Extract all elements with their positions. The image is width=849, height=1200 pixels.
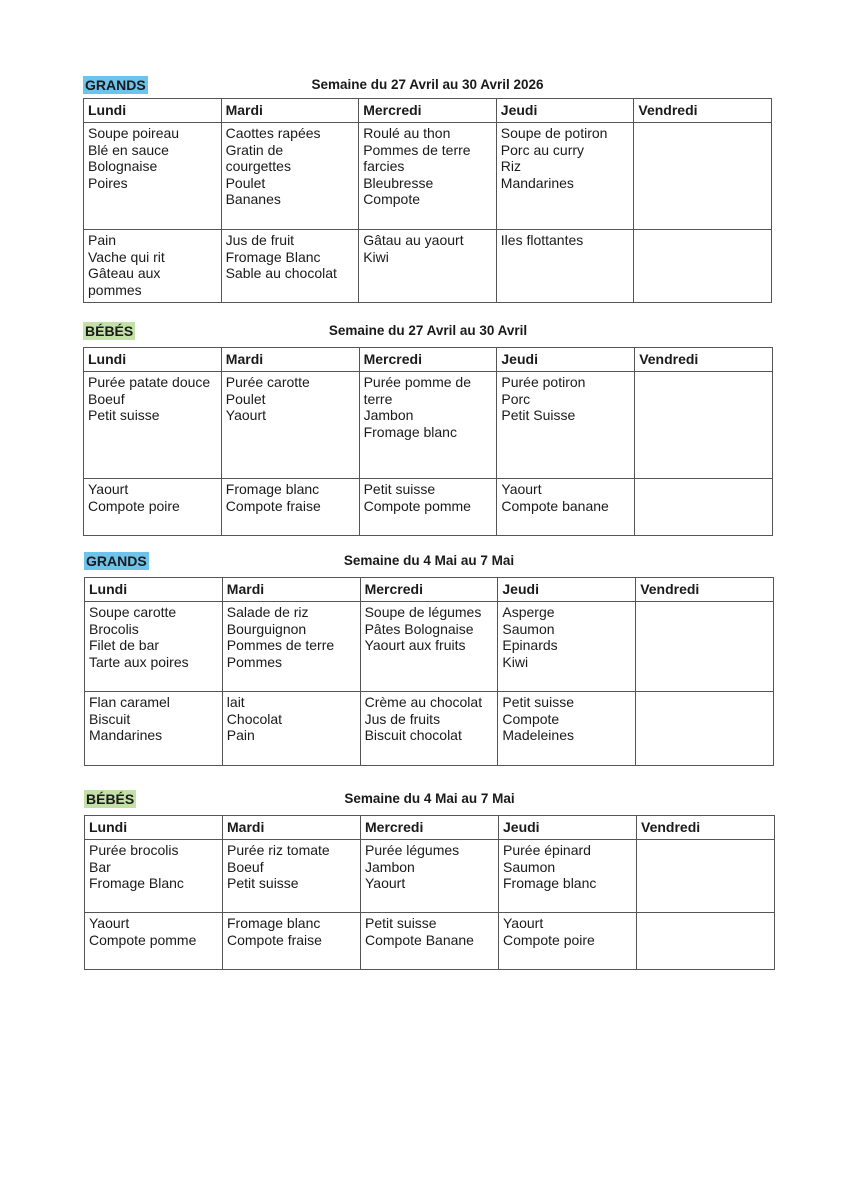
menu-item: Bleubresse xyxy=(363,174,434,191)
menu-item: Bolognaise xyxy=(88,158,158,174)
menu-item: farcies xyxy=(363,158,405,174)
menu-cell xyxy=(497,372,635,479)
menu-item: Kiwi xyxy=(502,653,529,670)
menu-section-4 xyxy=(84,790,775,970)
day-header: Mercredi xyxy=(360,578,498,602)
day-header: Jeudi xyxy=(496,99,634,123)
day-header: Vendredi xyxy=(637,816,775,840)
menu-item: Fromage blanc xyxy=(225,481,320,497)
group-label: BÉBÉS xyxy=(86,791,135,807)
week-title: Semaine du 4 Mai au 7 Mai xyxy=(344,791,515,806)
menu-cell xyxy=(499,840,637,913)
menu-item: Caottes rapées xyxy=(225,125,321,141)
menu-item: Gâtau au yaourt xyxy=(363,232,464,248)
meal-row xyxy=(85,602,774,692)
menu-cell xyxy=(85,840,223,913)
day-header-row xyxy=(85,578,774,602)
menu-item: Pâtes Bolognaise xyxy=(364,620,474,637)
menu-cell xyxy=(635,372,773,479)
menu-item: Compote xyxy=(363,191,420,207)
day-header: Vendredi xyxy=(635,348,773,372)
menu-item: Sable au chocolat xyxy=(225,265,337,281)
menu-item: Gratin de xyxy=(225,141,284,158)
group-label: GRANDS xyxy=(86,553,147,569)
menu-item: Crème au chocolat xyxy=(364,694,483,710)
menu-item: pommes xyxy=(88,281,142,298)
menu-item: Purée carotte xyxy=(225,374,310,390)
menu-item: Petit suisse xyxy=(227,875,299,891)
menu-item: Compote pomme xyxy=(89,931,197,948)
day-header: Mercredi xyxy=(359,348,497,372)
menu-cell xyxy=(634,230,772,303)
menu-cell xyxy=(359,372,497,479)
week-title: Semaine du 27 Avril au 30 Avril 2026 xyxy=(311,77,544,92)
menu-cell xyxy=(498,602,636,692)
menu-cell xyxy=(496,230,634,303)
menu-cell xyxy=(360,692,498,766)
day-header: Lundi xyxy=(84,99,222,123)
day-header: Mardi xyxy=(223,816,361,840)
menu-cell xyxy=(84,479,222,536)
menu-item: Yaourt xyxy=(503,915,544,931)
menu-item: Filet de bar xyxy=(89,637,160,653)
day-header: Vendredi xyxy=(636,578,774,602)
menu-item: Flan caramel xyxy=(89,694,170,710)
menu-item: Yaourt xyxy=(88,481,129,497)
menu-item: Soupe de légumes xyxy=(364,604,482,620)
menu-cell xyxy=(361,913,499,970)
menu-item: Bananes xyxy=(225,191,281,207)
menu-item: courgettes xyxy=(225,158,291,174)
day-header: Mardi xyxy=(221,99,359,123)
menu-table xyxy=(84,815,775,970)
menu-item: Bourguignon xyxy=(226,620,307,637)
menu-item: Fromage blanc xyxy=(227,915,321,931)
menu-item: Purée épinard xyxy=(503,842,591,858)
menu-item: Poulet xyxy=(225,174,266,191)
menu-section-3 xyxy=(84,552,774,766)
day-header: Mardi xyxy=(222,578,360,602)
day-header: Jeudi xyxy=(497,348,635,372)
menu-item: Biscuit xyxy=(89,710,131,727)
menu-item: terre xyxy=(363,390,393,407)
menu-item: Epinards xyxy=(502,637,558,653)
menu-item: Salade de riz xyxy=(226,604,309,620)
menu-item: Yaourt xyxy=(501,481,542,497)
menu-item: Riz xyxy=(500,158,522,174)
menu-table xyxy=(84,577,774,766)
section-header xyxy=(84,790,775,812)
menu-item: Jambon xyxy=(365,858,415,875)
menu-cell xyxy=(359,230,497,303)
day-header: Mardi xyxy=(221,348,359,372)
menu-cell xyxy=(636,602,774,692)
menu-item: Pommes de terre xyxy=(363,141,471,158)
menu-item: Fromage blanc xyxy=(363,423,457,440)
day-header: Mercredi xyxy=(361,816,499,840)
menu-cell xyxy=(359,479,497,536)
menu-item: Porc au curry xyxy=(500,141,585,158)
menu-item: Purée patate douce xyxy=(88,374,211,390)
snack-row xyxy=(85,913,775,970)
meal-row xyxy=(84,123,772,230)
menu-cell xyxy=(637,840,775,913)
menu-item: Saumon xyxy=(502,620,555,637)
section-header xyxy=(83,322,773,344)
menu-item: Yaourt xyxy=(89,915,130,931)
menu-cell xyxy=(85,692,223,766)
day-header: Lundi xyxy=(85,816,223,840)
menu-item: Compote poire xyxy=(88,497,180,514)
menu-item: Pommes xyxy=(226,653,283,670)
section-header xyxy=(83,76,772,98)
menu-cell xyxy=(361,840,499,913)
menu-cell xyxy=(498,692,636,766)
day-header-row xyxy=(85,816,775,840)
snack-row xyxy=(85,692,774,766)
menu-item: Chocolat xyxy=(226,710,283,727)
menu-item: Jus de fruit xyxy=(225,232,295,248)
menu-item: Compote banane xyxy=(501,497,609,514)
menu-item: Purée potiron xyxy=(501,374,586,390)
menu-item: Boeuf xyxy=(88,390,125,407)
menu-section-2 xyxy=(83,322,773,536)
menu-item: Purée riz tomate xyxy=(227,842,330,858)
meal-row xyxy=(85,840,775,913)
menu-item: Gâteau aux xyxy=(88,265,161,281)
menu-item: Compote pomme xyxy=(363,497,471,514)
menu-cell xyxy=(85,602,223,692)
menu-cell xyxy=(636,692,774,766)
menu-item: Asperge xyxy=(502,604,555,620)
day-header-row xyxy=(84,348,773,372)
menu-cell xyxy=(360,602,498,692)
menu-item: Poires xyxy=(88,174,128,191)
menu-item: Tarte aux poires xyxy=(89,653,189,670)
menu-item: Purée brocolis xyxy=(89,842,179,858)
menu-item: Jambon xyxy=(363,407,414,423)
day-header-row xyxy=(84,99,772,123)
menu-cell xyxy=(637,913,775,970)
day-header: Jeudi xyxy=(498,578,636,602)
menu-cell xyxy=(84,123,222,230)
menu-cell xyxy=(223,913,361,970)
group-label: GRANDS xyxy=(85,77,146,93)
menu-item: Poulet xyxy=(225,390,266,407)
menu-item: Bar xyxy=(89,858,111,875)
snack-row xyxy=(84,479,773,536)
menu-cell xyxy=(221,479,359,536)
menu-cell xyxy=(85,913,223,970)
menu-item: Petit suisse xyxy=(365,915,437,931)
day-header: Lundi xyxy=(85,578,223,602)
menu-item: Saumon xyxy=(503,858,556,875)
menu-cell xyxy=(496,123,634,230)
day-header: Vendredi xyxy=(634,99,772,123)
menu-item: Compote poire xyxy=(503,931,595,948)
menu-item: Compote xyxy=(502,710,560,727)
menu-item: Soupe poireau xyxy=(88,125,180,141)
menu-item: lait xyxy=(226,694,245,710)
menu-item: Compote fraise xyxy=(227,931,322,948)
menu-cell xyxy=(223,840,361,913)
menu-item: Jus de fruits xyxy=(364,710,441,727)
menu-item: Purée pomme de xyxy=(363,374,471,390)
menu-item: Pain xyxy=(226,727,255,743)
group-label: BÉBÉS xyxy=(85,323,134,339)
menu-item: Mandarines xyxy=(500,174,574,191)
menu-cell xyxy=(359,123,497,230)
menu-section-1 xyxy=(83,76,772,303)
menu-cell xyxy=(221,372,359,479)
menu-item: Fromage Blanc xyxy=(89,875,184,891)
menu-cell xyxy=(84,372,222,479)
menu-item: Boeuf xyxy=(227,858,264,875)
meal-row xyxy=(84,372,773,479)
menu-item: Blé en sauce xyxy=(88,141,169,158)
menu-cell xyxy=(221,123,359,230)
menu-cell xyxy=(499,913,637,970)
menu-item: Pommes de terre xyxy=(226,637,335,653)
menu-item: Vache qui rit xyxy=(88,248,165,265)
menu-item: Madeleines xyxy=(502,727,574,743)
menu-item: Soupe de potiron xyxy=(500,125,608,141)
menu-item: Mandarines xyxy=(89,727,163,743)
menu-item: Iles flottantes xyxy=(500,232,584,248)
menu-cell xyxy=(497,479,635,536)
menu-table xyxy=(83,98,772,303)
menu-item: Fromage blanc xyxy=(503,875,597,891)
menu-cell xyxy=(221,230,359,303)
menu-item: Pain xyxy=(88,232,117,248)
week-title: Semaine du 4 Mai au 7 Mai xyxy=(343,553,515,568)
menu-item: Biscuit chocolat xyxy=(364,727,462,743)
menu-item: Petit suisse xyxy=(502,694,574,710)
menu-cell xyxy=(635,479,773,536)
menu-item: Fromage Blanc xyxy=(225,248,321,265)
menu-table xyxy=(83,347,773,536)
menu-item: Purée légumes xyxy=(365,842,460,858)
menu-item: Kiwi xyxy=(363,248,389,265)
week-title: Semaine du 27 Avril au 30 Avril xyxy=(328,323,528,338)
snack-row xyxy=(84,230,772,303)
section-header xyxy=(84,552,774,574)
menu-item: Yaourt xyxy=(225,407,267,423)
menu-item: Petit suisse xyxy=(363,481,436,497)
day-header: Lundi xyxy=(84,348,222,372)
menu-item: Yaourt xyxy=(365,875,406,891)
day-header: Jeudi xyxy=(499,816,637,840)
day-header: Mercredi xyxy=(359,99,497,123)
menu-cell xyxy=(222,602,360,692)
menu-cell xyxy=(222,692,360,766)
menu-item: Yaourt aux fruits xyxy=(364,637,466,653)
menu-item: Roulé au thon xyxy=(363,125,451,141)
menu-item: Petit suisse xyxy=(88,407,160,423)
menu-item: Porc xyxy=(501,390,531,407)
menu-cell xyxy=(84,230,222,303)
menu-item: Petit Suisse xyxy=(501,407,576,423)
menu-item: Compote Banane xyxy=(365,931,474,948)
menu-cell xyxy=(634,123,772,230)
menu-item: Brocolis xyxy=(89,620,139,637)
menu-item: Compote fraise xyxy=(225,497,321,514)
menu-item: Soupe carotte xyxy=(89,604,177,620)
